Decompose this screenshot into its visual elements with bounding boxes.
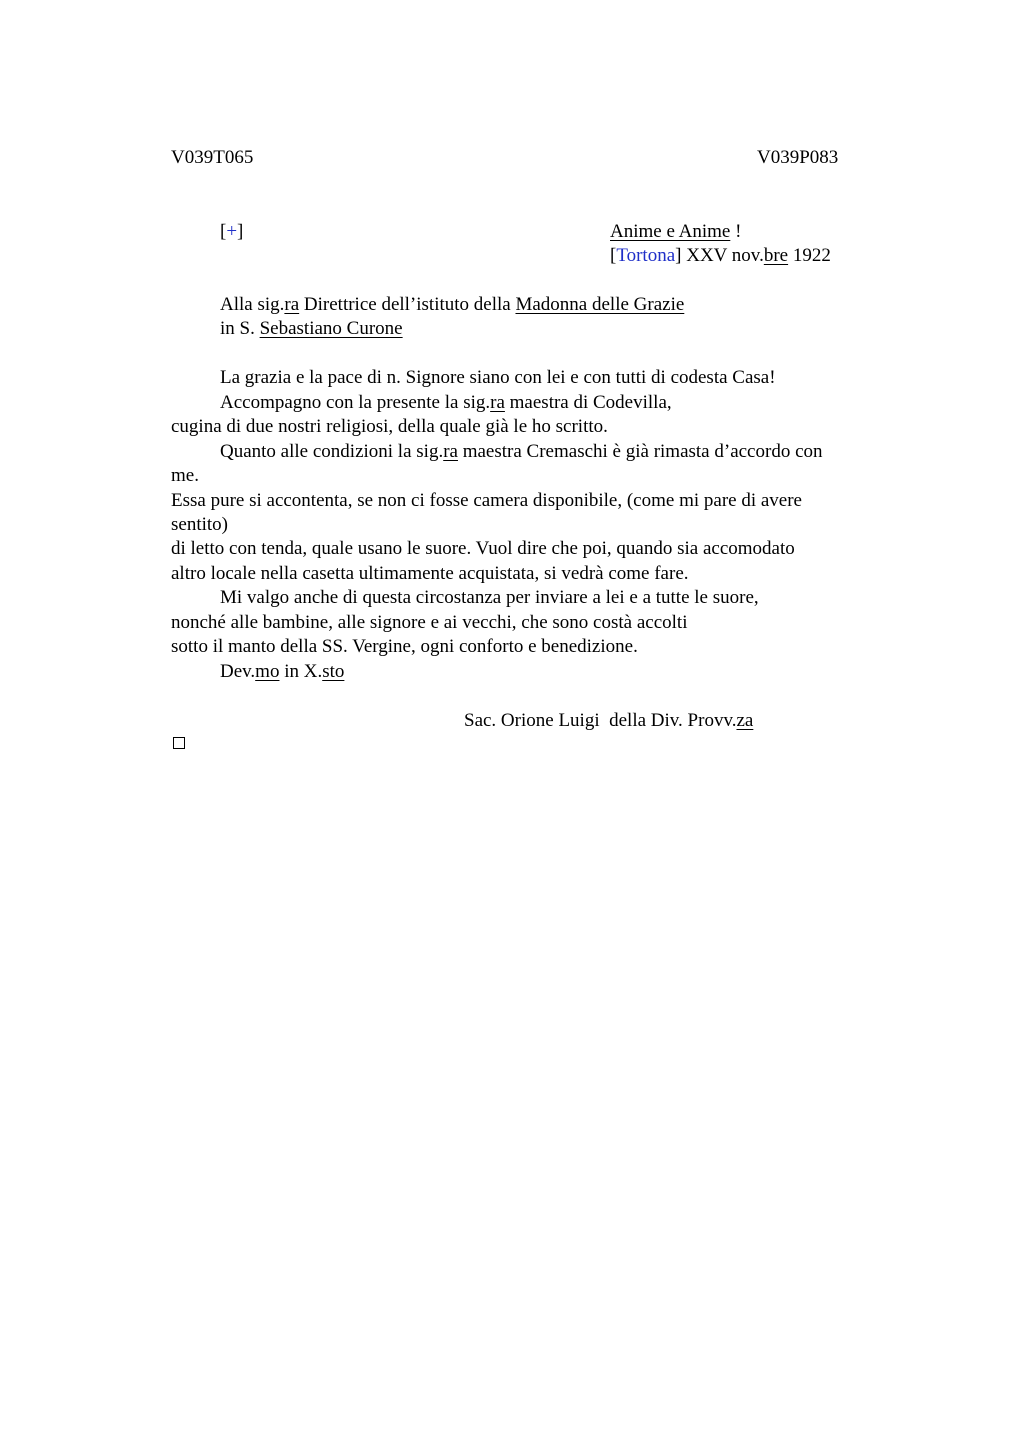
body-line: Essa pure si accontenta, se non ci fosse camera disponibile, (come mi pare di avere xyxy=(171,490,802,511)
body-line: Accompagno con la presente la sig.ra maestra di Codevilla, xyxy=(220,392,672,413)
checkbox-square-icon xyxy=(173,737,185,749)
address-town: Sebastiano Curone xyxy=(259,318,403,339)
address-institute: Madonna delle Grazie xyxy=(515,294,685,315)
address-line-1: Alla sig.ra Direttrice dell’istituto della Madonna delle Grazie xyxy=(220,294,685,315)
cross-plus: + xyxy=(226,221,238,242)
body-line: sotto il manto della SS. Vergine, ogni conforto e benedizione. xyxy=(171,636,638,657)
cross-mark: [+] xyxy=(220,221,244,242)
closing-line: Dev.mo in X.sto xyxy=(220,661,345,682)
body-line: cugina di due nostri religiosi, della quale già le ho scritto. xyxy=(171,416,608,437)
header-left-code: V039T065 xyxy=(171,147,254,168)
motto-text: Anime e Anime xyxy=(610,221,731,242)
dateline-place: Tortona xyxy=(616,245,676,266)
motto: Anime e Anime ! xyxy=(610,221,742,242)
body-line: sentito) xyxy=(171,514,228,535)
dateline: [Tortona] XXV nov.bre 1922 xyxy=(610,245,831,266)
signature: Sac. Orione Luigi della Div. Provv.za xyxy=(464,710,754,731)
header-right-code: V039P083 xyxy=(757,147,839,168)
body-line: Mi valgo anche di questa circostanza per inviare a lei e a tutte le suore, xyxy=(220,587,759,608)
body-line: nonché alle bambine, alle signore e ai vecchi, che sono costà accolti xyxy=(171,612,688,633)
body-line: Quanto alle condizioni la sig.ra maestra Cremaschi è già rimasta d’accordo con xyxy=(220,441,823,462)
body-line: La grazia e la pace di n. Signore siano con lei e con tutti di codesta Casa! xyxy=(220,367,776,388)
address-line-2: in S. Sebastiano Curone xyxy=(220,318,403,339)
body-line: di letto con tenda, quale usano le suore. Vuol dire che poi, quando sia accomodato xyxy=(171,538,795,559)
body-line: altro locale nella casetta ultimamente acquistata, si vedrà come fare. xyxy=(171,563,689,584)
body-line: me. xyxy=(171,465,199,486)
